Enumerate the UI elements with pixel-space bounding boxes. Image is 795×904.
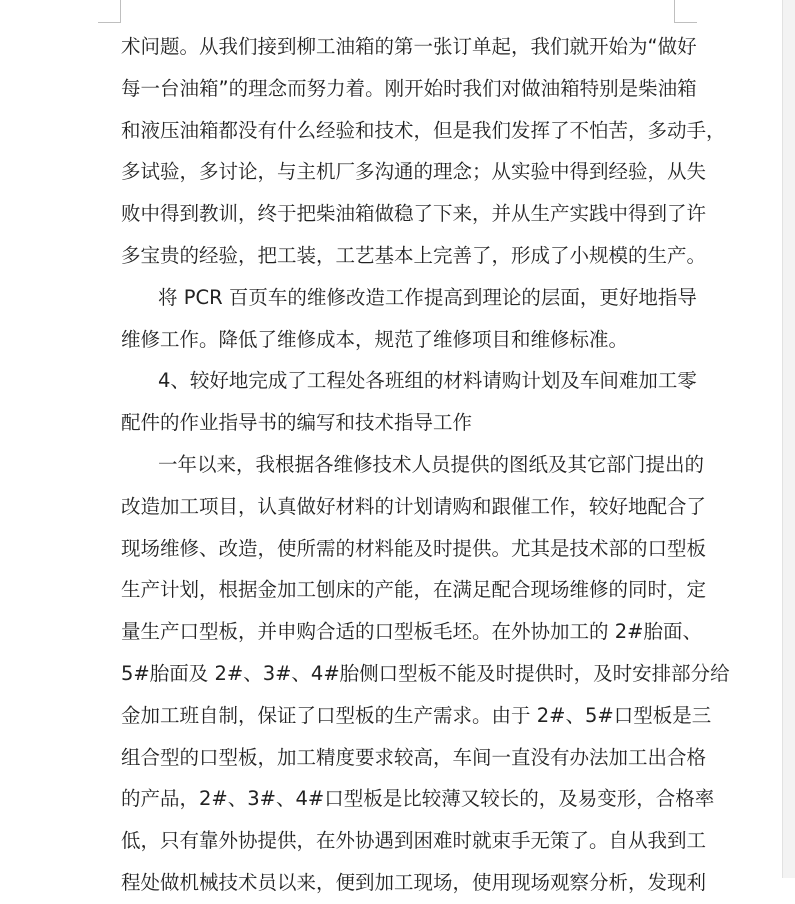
text-line: 维修工作。降低了维修成本，规范了维修项目和维修标准。: [121, 327, 629, 351]
margin-corner-mark-right: [674, 0, 697, 23]
text-line: 多试验，多讨论，与主机厂多沟通的理念；从实验中得到经验，从失: [121, 160, 707, 184]
text-line: 金加工班自制，保证了口型板的生产需求。由于 2#、5#口型板是三: [121, 703, 712, 727]
text-line: 量生产口型板，并申购合适的口型板毛坯。在外协加工的 2#胎面、: [121, 620, 702, 644]
text-line: 低，只有靠外协提供，在外协遇到困难时就束手无策了。自从我到工: [121, 829, 707, 853]
text-line: 每一台油箱”的理念而努力着。刚开始时我们对做油箱特别是柴油箱: [121, 76, 697, 100]
text-line: 的产品，2#、3#、4#口型板是比较薄又较长的，及易变形，合格率: [121, 787, 715, 811]
text-line: 术问题。从我们接到柳工油箱的第一张订单起，我们就开始为“做好: [121, 35, 697, 58]
text-line: 生产计划，根据金加工刨床的产能，在满足配合现场维修的同时，定: [121, 578, 707, 602]
text-line: 现场维修、改造，使所需的材料能及时提供。尤其是技术部的口型板: [121, 536, 707, 560]
text-line: 配件的作业指导书的编写和技术指导工作: [121, 411, 473, 435]
text-line: 改造加工项目，认真做好材料的计划请购和跟催工作，较好地配合了: [121, 494, 707, 518]
text-line: 4、较好地完成了工程处各班组的材料请购计划及车间难加工零: [158, 369, 697, 393]
text-line: 多宝贵的经验，把工装，工艺基本上完善了，形成了小规模的生产。: [121, 243, 707, 267]
text-line: 败中得到教训，终于把柴油箱做稳了下来，并从生产实践中得到了许: [121, 202, 707, 226]
vertical-scrollbar[interactable]: [782, 0, 795, 878]
text-line: 5#胎面及 2#、3#、4#胎侧口型板不能及时提供时，及时安排部分给: [121, 661, 730, 685]
document-body-text[interactable]: [121, 26, 730, 904]
text-line: 将 PCR 百页车的维修改造工作提高到理论的层面，更好地指导: [158, 285, 697, 309]
text-line: 组合型的口型板，加工精度要求较高，车间一直没有办法加工出合格: [121, 745, 707, 769]
text-line: 程处做机械技术员以来，便到加工现场，使用现场观察分析，发现利: [121, 870, 707, 894]
text-line: 和液压油箱都没有什么经验和技术，但是我们发挥了不怕苦，多动手，: [121, 118, 726, 142]
text-line: 一年以来，我根据各维修技术人员提供的图纸及其它部门提出的: [158, 452, 705, 476]
margin-corner-mark-left: [98, 0, 121, 23]
